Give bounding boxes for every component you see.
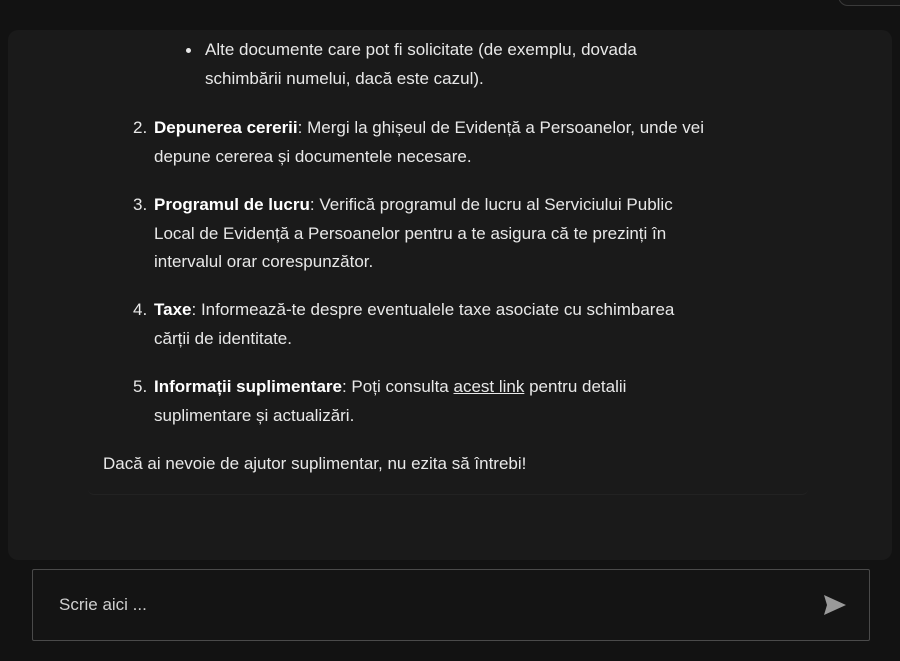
send-icon [823,594,847,616]
list-number: 4. [133,300,148,319]
chat-panel [8,30,892,560]
list-item-title: Informații suplimentare [154,377,342,396]
bullet-line: schimbării numelui, dacă este cazul). [205,68,484,88]
list-item-informatii [88,373,788,430]
closing-text: Dacă ai nevoie de ajutor suplimentar, nu ezita să întrebi! [103,454,527,473]
bullet-line: Alte documente care pot fi solicitate (de exemplu, dovada [205,40,637,59]
list-item-text: : Poți consulta [341,377,454,396]
list-item-text: : Mergi la ghișeul de Evidență a Persoanelor, unde vei [297,118,705,137]
list-item-title: Taxe [154,300,192,319]
list-item-depunere [88,114,788,171]
list-item-text: intervalul orar corespunzător. [154,252,374,271]
list-item-text: suplimentare și actualizări. [154,405,355,425]
list-item-program [88,191,788,277]
list-item-title: Depunerea cererii [154,118,298,137]
list-number: 3. [133,195,148,214]
send-button[interactable] [823,594,847,616]
numbered-list [88,373,788,430]
list-number: 2. [133,118,148,137]
list-item-text: cărții de identitate. [154,328,292,348]
message-input[interactable] [33,570,819,640]
list-item-taxe [88,296,788,353]
list-number: 5. [133,377,148,396]
details-link[interactable]: acest link [453,377,525,396]
assistant-message [88,30,808,495]
list-item-text: pentru detalii [524,377,627,396]
list-item-text: : Verifică programul de lucru al Serviciului Public [309,195,673,214]
bullet-list [186,36,746,93]
list-item-text: : Informează-te despre eventualele taxe asociate cu schimbarea [191,300,675,319]
message-input-bar [32,569,870,641]
numbered-list [88,296,788,353]
list-item-text: depune cererea și documentele necesare. [154,146,472,166]
top-corner-control [838,0,900,6]
list-item [186,36,746,93]
numbered-list [88,191,788,277]
list-item-title: Programul de lucru [154,195,310,214]
list-item-text: Local de Evidență a Persoanelor pentru a te asigura că te prezinți în [154,223,667,243]
numbered-list [88,114,788,171]
